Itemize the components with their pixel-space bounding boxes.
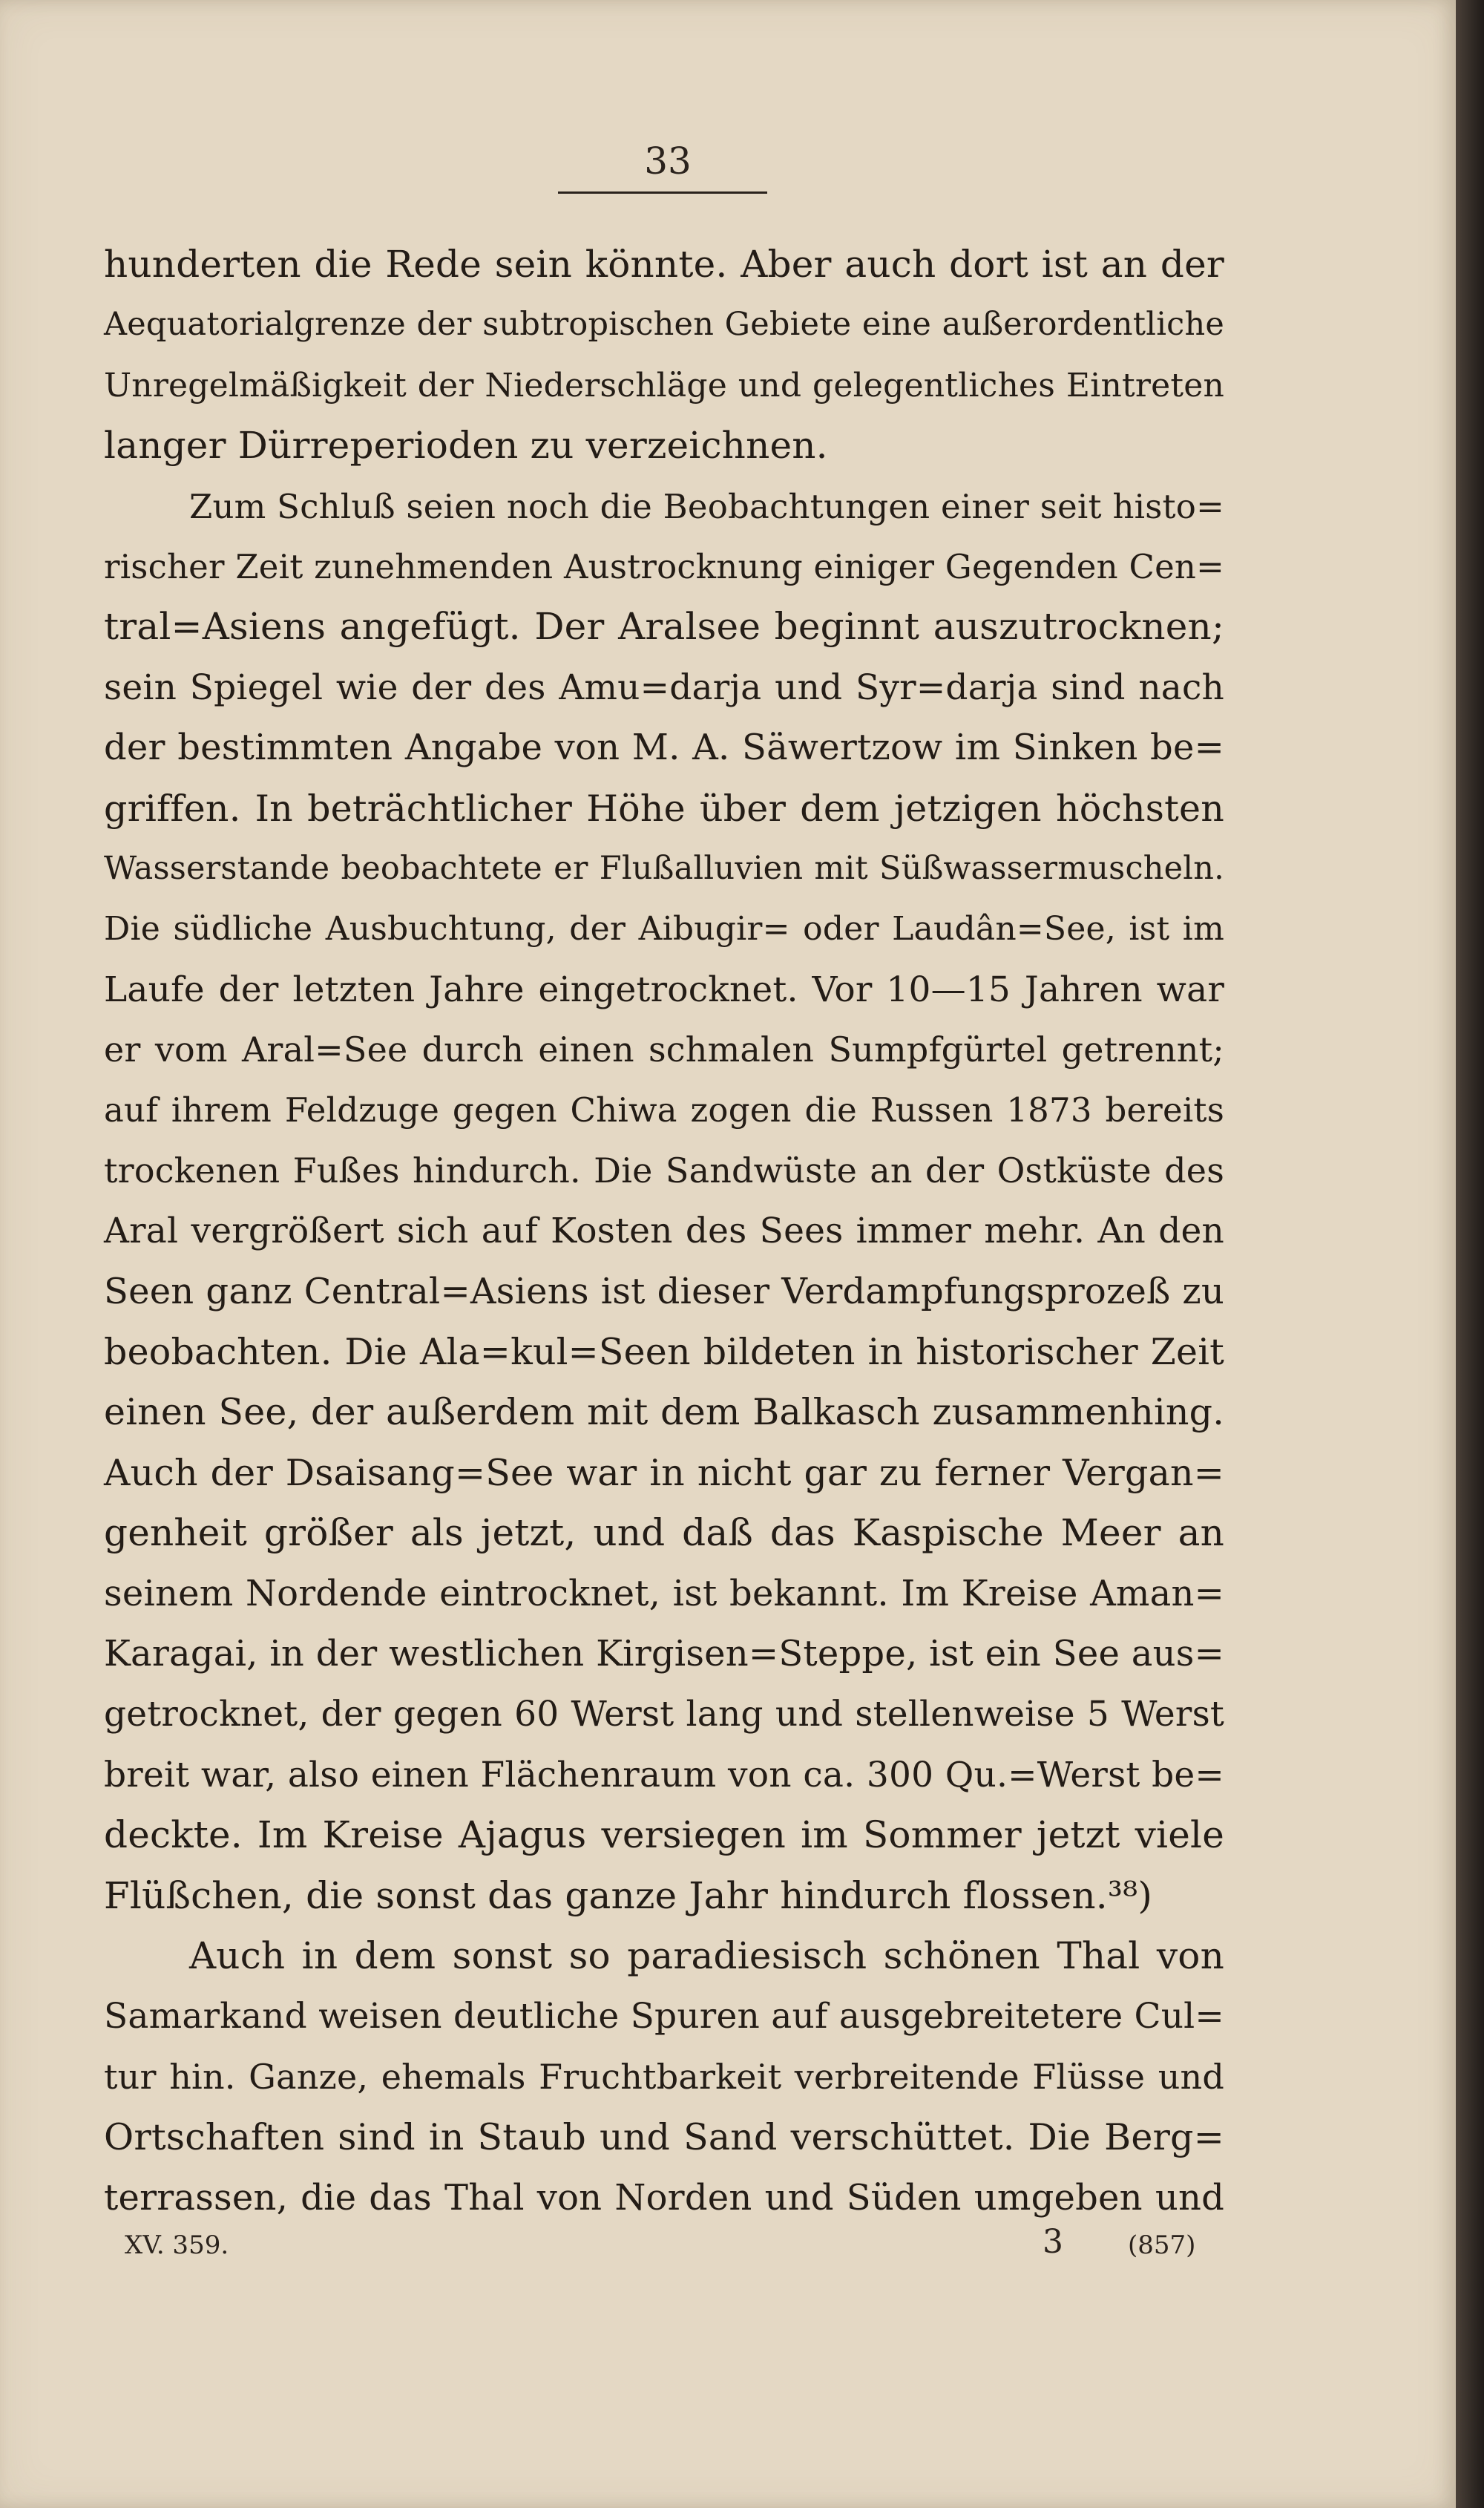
text-line: seinem Nordende eintrocknet, ist bekannt. Im Kreise Aman= (104, 1572, 1224, 1614)
text-line: hunderten die Rede sein könnte. Aber auch dort ist an der (104, 243, 1224, 286)
text-line: langer Dürreperioden zu verzeichnen. (104, 424, 828, 468)
text-line: Wasserstande beobachtete er Flußalluvien mit Süßwassermuscheln. (104, 849, 1224, 887)
text-line: Aral vergrößert sich auf Kosten des Sees immer mehr. An den (104, 1211, 1224, 1252)
text-line: trockenen Fußes hindurch. Die Sandwüste an der Ostküste des (104, 1150, 1224, 1191)
text-line: tur hin. Ganze, ehemals Fruchtbarkeit verbreitende Flüsse und (104, 2056, 1224, 2097)
text-line: Zum Schluß seien noch die Beobachtungen einer seit histo= (189, 486, 1224, 526)
text-line: beobachten. Die Ala=kul=Seen bildeten in historischer Zeit (104, 1331, 1224, 1374)
text-line: rischer Zeit zunehmenden Austrocknung einiger Gegenden Cen= (104, 546, 1224, 586)
text-line: Auch der Dsaisang=See war in nicht gar zu ferner Vergan= (104, 1451, 1224, 1494)
scan-edge (1456, 0, 1484, 2508)
text-line: Laufe der letzten Jahre eingetrocknet. Vor 10—15 Jahren war (104, 969, 1224, 1010)
text-line: deckte. Im Kreise Ajagus versiegen im Sommer jetzt viele (104, 1813, 1224, 1857)
text-line: breit war, also einen Flächenraum von ca. 300 Qu.=Werst be= (104, 1754, 1224, 1795)
text-line: Auch in dem sonst so paradiesisch schönen Thal von (189, 1934, 1224, 1977)
text-line: tral=Asiens angefügt. Der Aralsee beginnt auszutrocknen; (104, 605, 1224, 649)
text-line: auf ihrem Feldzuge gegen Chiwa zogen die Russen 1873 bereits (104, 1090, 1224, 1130)
page-reference: (857) (1128, 2230, 1196, 2260)
text-line: sein Spiegel wie der des Amu=darja und Syr=darja sind nach (104, 667, 1224, 708)
text-line: Unregelmäßigkeit der Niederschläge und gelegentliches Eintreten (104, 366, 1224, 405)
text-line: terrassen, die das Thal von Norden und Süden umgeben und (104, 2176, 1224, 2219)
page-number: 33 (644, 140, 692, 183)
text-line: griffen. In beträchtlicher Höhe über dem jetzigen höchsten (104, 787, 1224, 830)
text-line: Aequatorialgrenze der subtropischen Gebiete eine außerordentliche (104, 306, 1224, 344)
folio-number: 3 (1043, 2223, 1063, 2261)
body-text (104, 235, 1224, 2228)
text-line: genheit größer als jetzt, und daß das Kaspische Meer an (104, 1511, 1224, 1555)
text-line: Die südliche Ausbuchtung, der Aibugir= oder Laudân=See, ist im (104, 910, 1224, 949)
header-rule (558, 191, 767, 194)
text-line: er vom Aral=See durch einen schmalen Sumpfgürtel getrennt; (104, 1029, 1224, 1070)
text-line: Samarkand weisen deutliche Spuren auf ausgebreitetere Cul= (104, 1996, 1224, 2037)
text-line: einen See, der außerdem mit dem Balkasch zusammenhing. (104, 1391, 1224, 1434)
text-line: getrocknet, der gegen 60 Werst lang und stellenweise 5 Werst (104, 1694, 1224, 1735)
text-line: der bestimmten Angabe von M. A. Säwertzow im Sinken be= (104, 727, 1224, 769)
text-line: Flüßchen, die sonst das ganze Jahr hindurch flossen.³⁸) (104, 1873, 1153, 1917)
signature-mark: XV. 359. (125, 2230, 229, 2260)
text-line: Karagai, in der westlichen Kirgisen=Steppe, ist ein See aus= (104, 1632, 1224, 1674)
text-line: Ortschaften sind in Staub und Sand verschüttet. Die Berg= (104, 2116, 1224, 2159)
text-line: Seen ganz Central=Asiens ist dieser Verdampfungsprozeß zu (104, 1270, 1224, 1312)
